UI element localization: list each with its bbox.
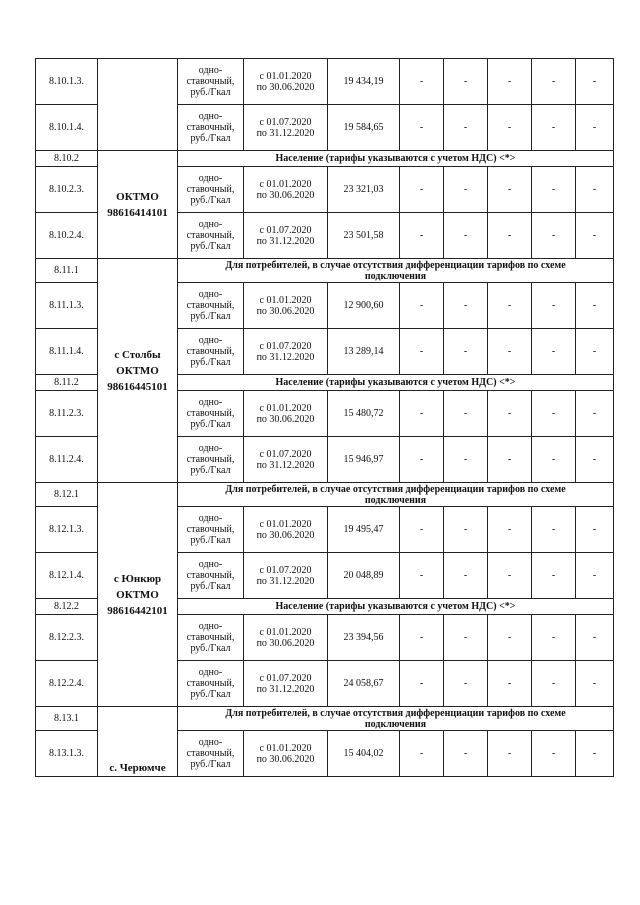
empty-dash: -: [488, 507, 532, 553]
tariff-value: 15 946,97: [328, 437, 400, 483]
empty-dash: -: [532, 553, 576, 599]
empty-dash: -: [576, 283, 614, 329]
tariff-type: одно- ставочный, руб./Гкал: [178, 615, 244, 661]
tariff-type: одно- ставочный, руб./Гкал: [178, 213, 244, 259]
empty-dash: -: [444, 615, 488, 661]
empty-dash: -: [400, 661, 444, 707]
empty-dash: -: [488, 553, 532, 599]
empty-dash: -: [488, 661, 532, 707]
empty-dash: -: [444, 661, 488, 707]
tariff-period: с 01.07.2020 по 31.12.2020: [244, 105, 328, 151]
row-code: 8.12.1.4.: [36, 553, 98, 599]
tariff-value: 23 321,03: [328, 167, 400, 213]
section-header-row: [36, 483, 614, 507]
empty-dash: -: [576, 437, 614, 483]
empty-dash: -: [488, 105, 532, 151]
tariff-type: одно- ставочный, руб./Гкал: [178, 283, 244, 329]
tariff-type: одно- ставочный, руб./Гкал: [178, 731, 244, 777]
empty-dash: -: [576, 167, 614, 213]
empty-dash: -: [400, 507, 444, 553]
tariff-value: 12 900,60: [328, 283, 400, 329]
empty-dash: -: [444, 329, 488, 375]
section-code: 8.10.2: [36, 151, 98, 167]
section-code: 8.11.2: [36, 375, 98, 391]
empty-dash: -: [532, 105, 576, 151]
tariff-value: 13 289,14: [328, 329, 400, 375]
area-label: [98, 59, 178, 151]
section-header-row: [36, 707, 614, 731]
empty-dash: -: [532, 437, 576, 483]
empty-dash: -: [532, 59, 576, 105]
row-code: 8.10.1.3.: [36, 59, 98, 105]
area-label: с Столбы ОКТМО 98616445101: [98, 259, 178, 483]
empty-dash: -: [576, 553, 614, 599]
section-header-row: [36, 151, 614, 167]
tariff-value: 20 048,89: [328, 553, 400, 599]
empty-dash: -: [532, 283, 576, 329]
empty-dash: -: [488, 167, 532, 213]
section-title: Для потребителей, в случае отсутствия дифференциации тарифов по схеме подключения: [178, 483, 614, 507]
empty-dash: -: [400, 283, 444, 329]
empty-dash: -: [532, 661, 576, 707]
row-code: 8.13.1.3.: [36, 731, 98, 777]
row-code: 8.11.2.4.: [36, 437, 98, 483]
empty-dash: -: [576, 661, 614, 707]
tariff-period: с 01.01.2020 по 30.06.2020: [244, 391, 328, 437]
tariff-type: одно- ставочный, руб./Гкал: [178, 391, 244, 437]
empty-dash: -: [488, 59, 532, 105]
tariff-period: с 01.07.2020 по 31.12.2020: [244, 553, 328, 599]
empty-dash: -: [576, 731, 614, 777]
area-label: ОКТМО 98616414101: [98, 151, 178, 259]
empty-dash: -: [532, 167, 576, 213]
empty-dash: -: [444, 59, 488, 105]
tariff-value: 19 434,19: [328, 59, 400, 105]
empty-dash: -: [576, 59, 614, 105]
tariff-value: 15 404,02: [328, 731, 400, 777]
tariff-period: с 01.01.2020 по 30.06.2020: [244, 167, 328, 213]
empty-dash: -: [400, 731, 444, 777]
empty-dash: -: [576, 391, 614, 437]
empty-dash: -: [532, 507, 576, 553]
tariff-type: одно- ставочный, руб./Гкал: [178, 167, 244, 213]
empty-dash: -: [488, 731, 532, 777]
empty-dash: -: [444, 391, 488, 437]
empty-dash: -: [444, 283, 488, 329]
empty-dash: -: [488, 213, 532, 259]
tariff-period: с 01.07.2020 по 31.12.2020: [244, 213, 328, 259]
row-code: 8.11.1.4.: [36, 329, 98, 375]
row-code: 8.11.1.3.: [36, 283, 98, 329]
tariff-type: одно- ставочный, руб./Гкал: [178, 553, 244, 599]
empty-dash: -: [576, 615, 614, 661]
empty-dash: -: [576, 213, 614, 259]
section-title: Для потребителей, в случае отсутствия дифференциации тарифов по схеме подключения: [178, 259, 614, 283]
tariff-value: 23 394,56: [328, 615, 400, 661]
tariff-value: 19 584,65: [328, 105, 400, 151]
tariff-type: одно- ставочный, руб./Гкал: [178, 105, 244, 151]
empty-dash: -: [488, 283, 532, 329]
area-label: с. Черюмче: [98, 707, 178, 777]
tariff-type: одно- ставочный, руб./Гкал: [178, 661, 244, 707]
tariff-type: одно- ставочный, руб./Гкал: [178, 507, 244, 553]
tariff-value: 24 058,67: [328, 661, 400, 707]
row-code: 8.12.2.4.: [36, 661, 98, 707]
empty-dash: -: [400, 615, 444, 661]
empty-dash: -: [488, 437, 532, 483]
tariff-value: 23 501,58: [328, 213, 400, 259]
tariff-type: одно- ставочный, руб./Гкал: [178, 59, 244, 105]
section-code: 8.12.1: [36, 483, 98, 507]
empty-dash: -: [400, 391, 444, 437]
section-title: Население (тарифы указываются с учетом НДС) <*>: [178, 375, 614, 391]
tariff-period: с 01.01.2020 по 30.06.2020: [244, 507, 328, 553]
empty-dash: -: [444, 167, 488, 213]
empty-dash: -: [488, 391, 532, 437]
row-code: 8.10.2.3.: [36, 167, 98, 213]
empty-dash: -: [444, 553, 488, 599]
tariff-period: с 01.01.2020 по 30.06.2020: [244, 59, 328, 105]
tariff-period: с 01.07.2020 по 31.12.2020: [244, 329, 328, 375]
empty-dash: -: [400, 553, 444, 599]
row-code: 8.10.1.4.: [36, 105, 98, 151]
section-title: Для потребителей, в случае отсутствия дифференциации тарифов по схеме подключения: [178, 707, 614, 731]
section-title: Население (тарифы указываются с учетом НДС) <*>: [178, 599, 614, 615]
empty-dash: -: [532, 391, 576, 437]
section-code: 8.12.2: [36, 599, 98, 615]
empty-dash: -: [444, 731, 488, 777]
section-code: 8.11.1: [36, 259, 98, 283]
empty-dash: -: [400, 167, 444, 213]
empty-dash: -: [400, 59, 444, 105]
empty-dash: -: [444, 507, 488, 553]
tariff-value: 19 495,47: [328, 507, 400, 553]
area-label: с Юнкюр ОКТМО 98616442101: [98, 483, 178, 707]
empty-dash: -: [444, 105, 488, 151]
empty-dash: -: [400, 213, 444, 259]
empty-dash: -: [488, 615, 532, 661]
section-title: Население (тарифы указываются с учетом НДС) <*>: [178, 151, 614, 167]
empty-dash: -: [400, 105, 444, 151]
table-row: [36, 59, 614, 105]
empty-dash: -: [488, 329, 532, 375]
empty-dash: -: [400, 437, 444, 483]
tariff-type: одно- ставочный, руб./Гкал: [178, 329, 244, 375]
row-code: 8.10.2.4.: [36, 213, 98, 259]
tariff-table: [35, 58, 614, 777]
tariff-period: с 01.01.2020 по 30.06.2020: [244, 283, 328, 329]
tariff-value: 15 480,72: [328, 391, 400, 437]
empty-dash: -: [576, 105, 614, 151]
section-header-row: [36, 259, 614, 283]
empty-dash: -: [444, 437, 488, 483]
tariff-period: с 01.01.2020 по 30.06.2020: [244, 615, 328, 661]
row-code: 8.11.2.3.: [36, 391, 98, 437]
tariff-period: с 01.07.2020 по 31.12.2020: [244, 661, 328, 707]
empty-dash: -: [532, 615, 576, 661]
empty-dash: -: [576, 329, 614, 375]
empty-dash: -: [444, 213, 488, 259]
row-code: 8.12.2.3.: [36, 615, 98, 661]
section-code: 8.13.1: [36, 707, 98, 731]
tariff-type: одно- ставочный, руб./Гкал: [178, 437, 244, 483]
tariff-period: с 01.07.2020 по 31.12.2020: [244, 437, 328, 483]
row-code: 8.12.1.3.: [36, 507, 98, 553]
empty-dash: -: [532, 731, 576, 777]
empty-dash: -: [576, 507, 614, 553]
empty-dash: -: [532, 329, 576, 375]
empty-dash: -: [532, 213, 576, 259]
empty-dash: -: [400, 329, 444, 375]
tariff-period: с 01.01.2020 по 30.06.2020: [244, 731, 328, 777]
